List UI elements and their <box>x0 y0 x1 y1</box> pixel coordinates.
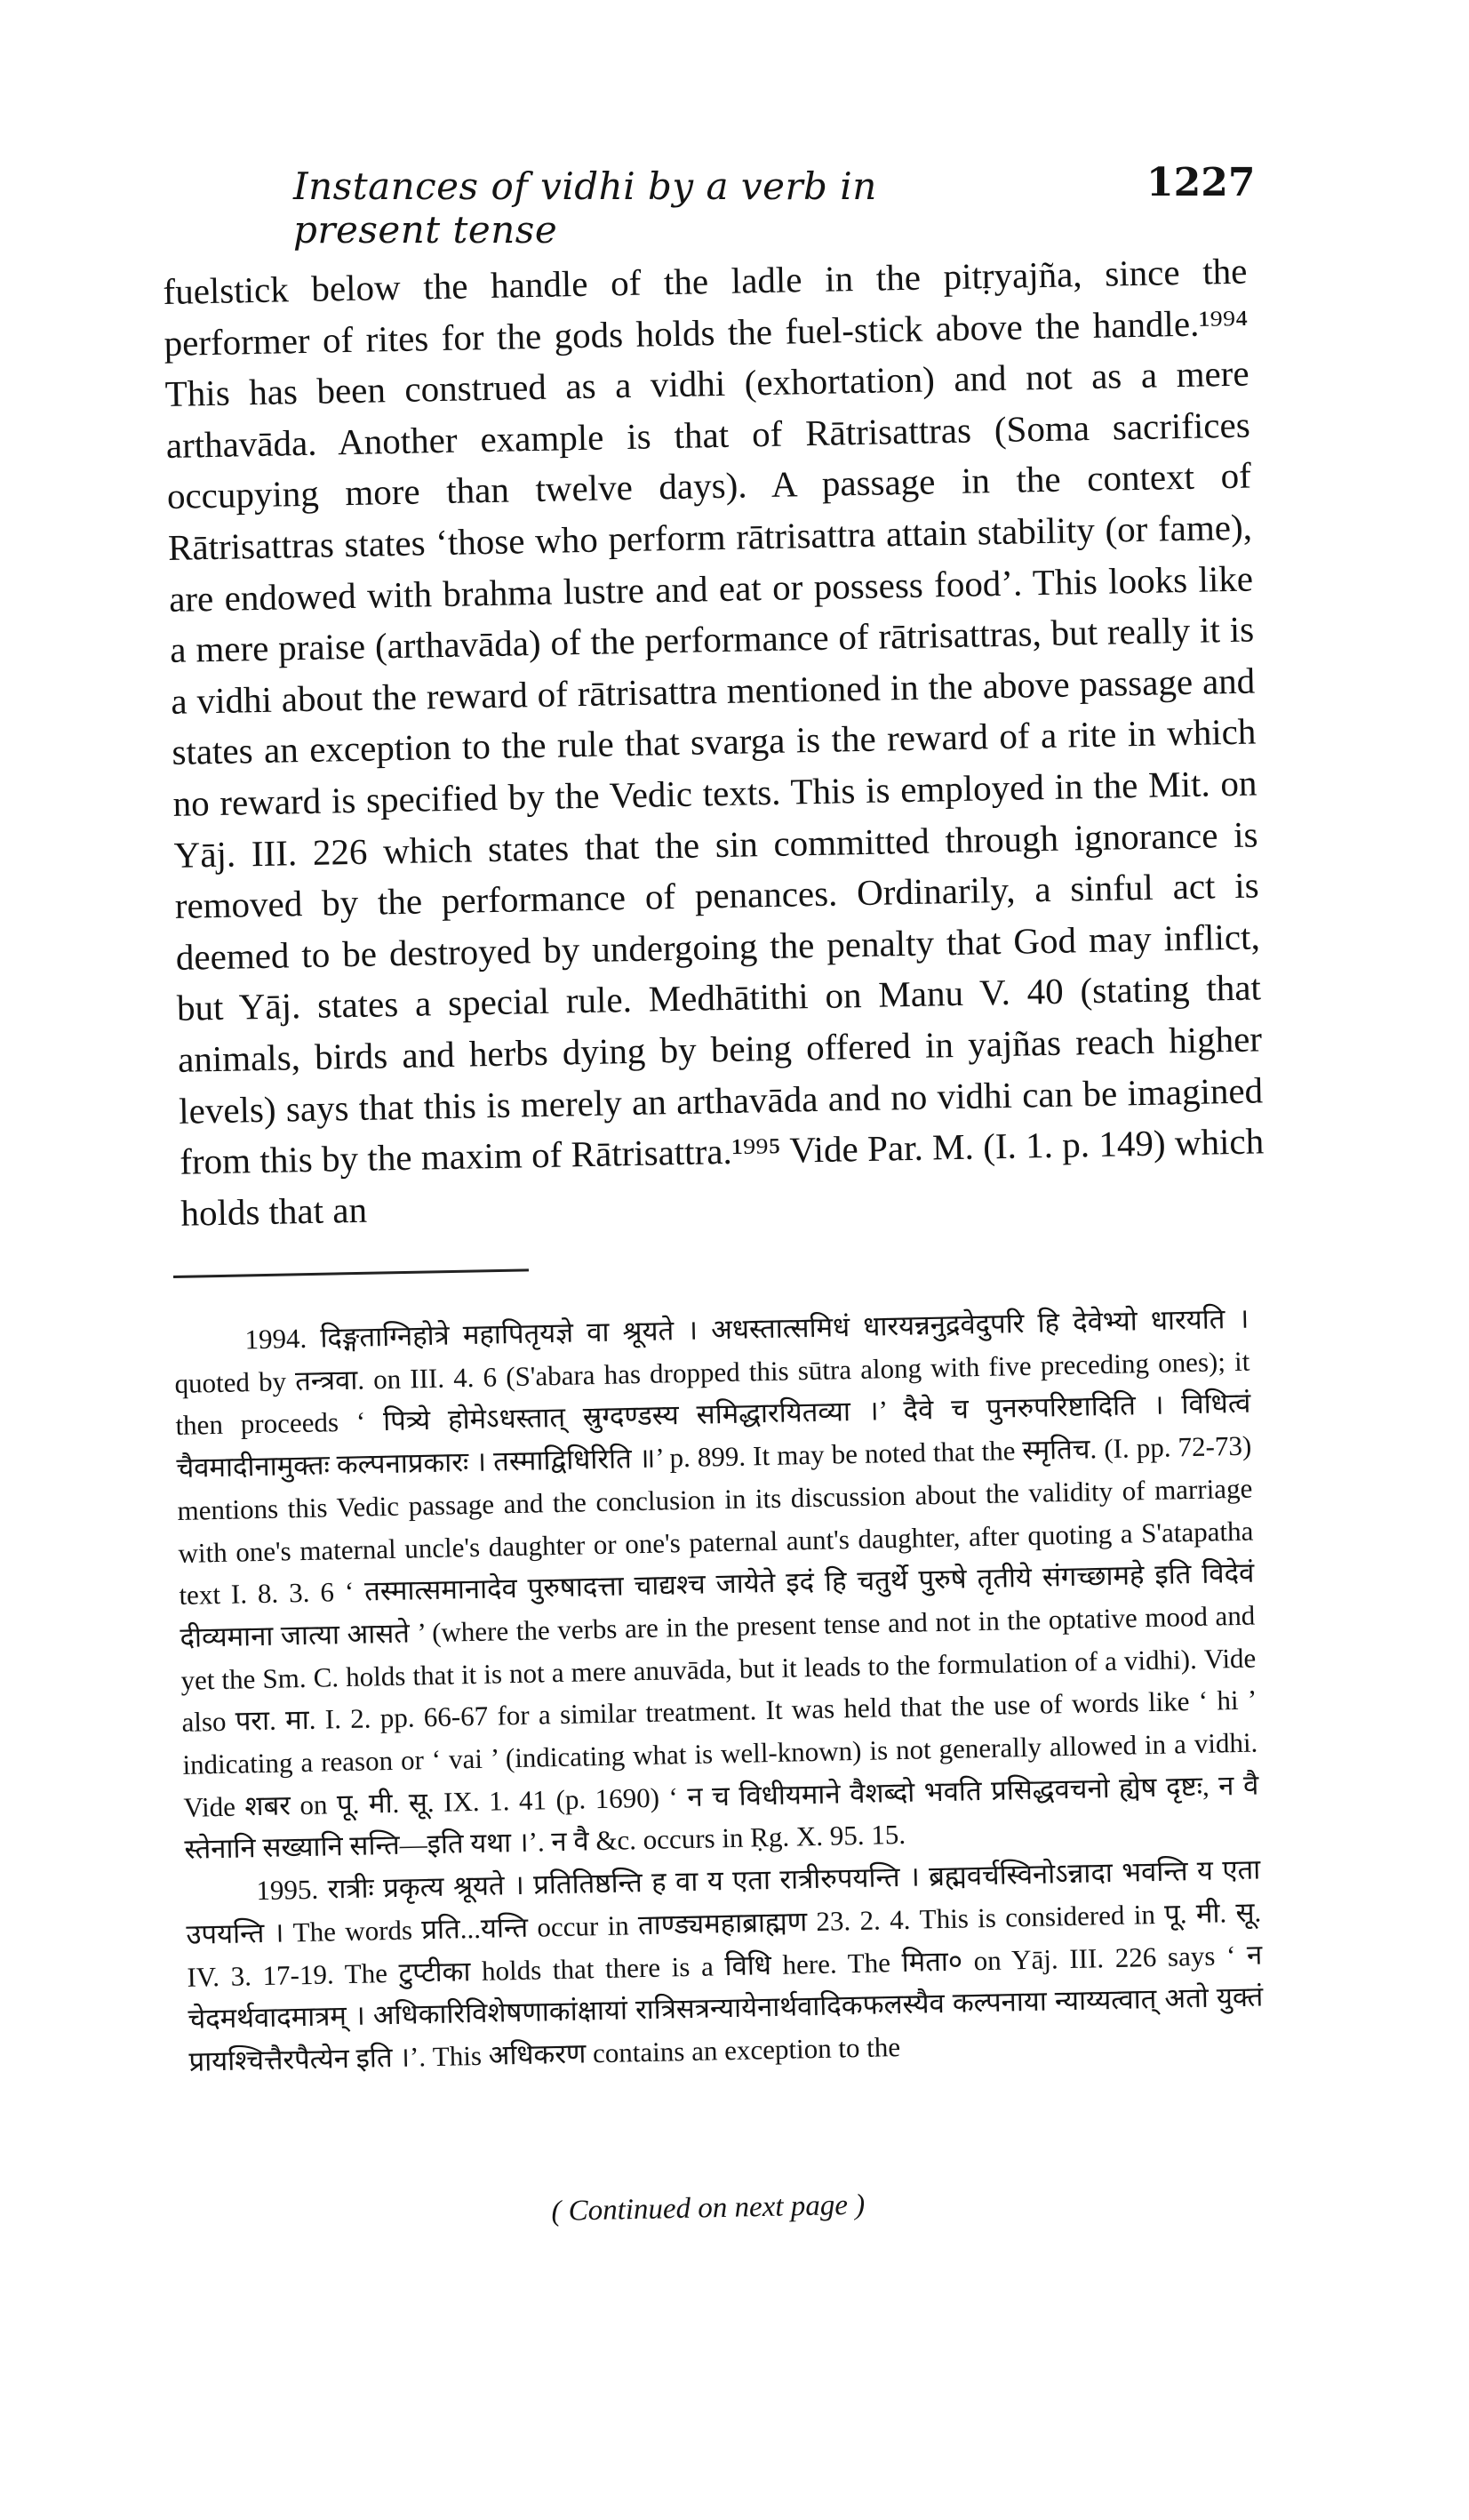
footnotes <box>173 1298 1265 2084</box>
footnote-1994: 1994. दिङ्गताग्निहोत्रे महापितृयज्ञे वा श्रूयते । अधस्तात्समिधं धारयन्ननुद्रवेदुपरि हि देवेभ्यो धारयति । quoted by तन्त्रवा. on III. 4. 6 (S'abara has dropped this sūtra along with five preceding ones); it then proceeds ‘ पित्र्ये होमेऽधस्तात् स्रुग्दण्डस्य समिद्धारयितव्या ।’ दैवे च पुनरुपरिष्टादिति । विधित्वं चैवमादीनामुक्तः कल्पनाप्रकारः । तस्माद्विधिरिति ॥’ p. 899. It may be noted that the स्मृतिच. (I. pp. 72-73) mentions this Vedic passage and the conclusion in its discussion about the validity of marriage with one's maternal uncle's daughter or one's paternal aunt's daughter, after quoting a S'atapatha text I. 8. 3. 6 ‘ तस्मात्समानादेव पुरुषादत्ता चाद्यश्च जायेते इदं हि चतुर्थे पुरुषे तृतीये संगच्छामहे इति विदेवं दीव्यमाना जात्या आसते ’ (where the verbs are in the present tense and not in the optative mood and yet the Sm. C. holds that it is not a mere anuvāda, but it leads to the formulation of a vidhi). Vide also परा. मा. I. 2. pp. 66-67 for a similar treatment. It was held that the use of words like ‘ hi ’ indicating a reason or ‘ vai ’ (indicating what is well-known) is not generally allowed in a vidhi. Vide शबर on पू. मी. सू. IX. 1. 41 (p. 1690) ‘ न च विधीयमाने वैशब्दो भवति प्रसिद्धवचनो ह्येष दृष्टः, न वै स्तेनानि सख्यानि सन्ति—इति यथा ।’. न वै &c. occurs in Ṛg. X. 95. 15. <box>174 1302 1259 1866</box>
running-head: Instances of vidhi by a verb in present tense <box>293 164 877 252</box>
footnote-1995: 1995. रात्रीः प्रकृत्य श्रूयते । प्रतितिष्ठन्ति ह वा य एता रात्रीरुपयन्ति । ब्रह्मवर्चस्विनोऽन्नादा भवन्ति य एता उपयन्ति । The words प्रति...यन्ति occur in ताण्ड्यमहाब्राह्मण 23. 2. 4. This is considered in पू. मी. सू. IV. 3. 17-19. The टुप्टीका holds that there is a विधि here. The मिता० on Yāj. III. 226 says ‘ न चेदमर्थवादमात्रम् । अधिकारिविशेषणाकांक्षायां रात्रिसत्रन्यायेनार्थवादिकफलस्यैव कल्पनाया न्याय्यत्वात् अतो युक्तं प्रायश्चित्तैरपैत्येन इति ।’. This अधिकरण contains an exception to the <box>186 1853 1264 2077</box>
body-text <box>163 246 1265 1240</box>
page-number: 1227 <box>1146 160 1256 205</box>
continued-note: ( Continued on next page ) <box>551 2188 866 2228</box>
footnote-rule <box>173 1268 529 1278</box>
body-paragraph: fuelstick below the handle of the ladle in the pitṛyajña, since the performer of rites for the gods holds the fuel-stick above the handle.¹⁹⁹⁴ This has been construed as a vidhi (exhortation) and not as a mere arthavāda. Another example is that of Rātrisattras (Soma sacrifices occupying more than twelve days). A passage in the context of Rātrisattras states ‘those who perform rātrisattra attain stability (or fame), are endowed with brahma lustre and eat or possess food’. This looks like a mere praise (arthavāda) of the performance of rātrisattras, but really it is a vidhi about the reward of rātrisattra mentioned in the above passage and states an exception to the rule that svarga is the reward of a rite in which no reward is specified by the Vedic texts. This is employed in the Mit. on Yāj. III. 226 which states that the sin committed through ignorance is removed by the performance of penances. Ordinarily, a sinful act is deemed to be destroyed by undergoing the penalty that God may inflict, but Yāj. states a special rule. Medhātithi on Manu V. 40 (stating that animals, birds and herbs dying by being offered in yajñas reach higher levels) says that this is merely an arthavāda and no vidhi can be imagined from this by the maxim of Rātrisattra.¹⁹⁹⁵ Vide Par. M. (I. 1. p. 149) which holds that an <box>163 250 1265 1234</box>
